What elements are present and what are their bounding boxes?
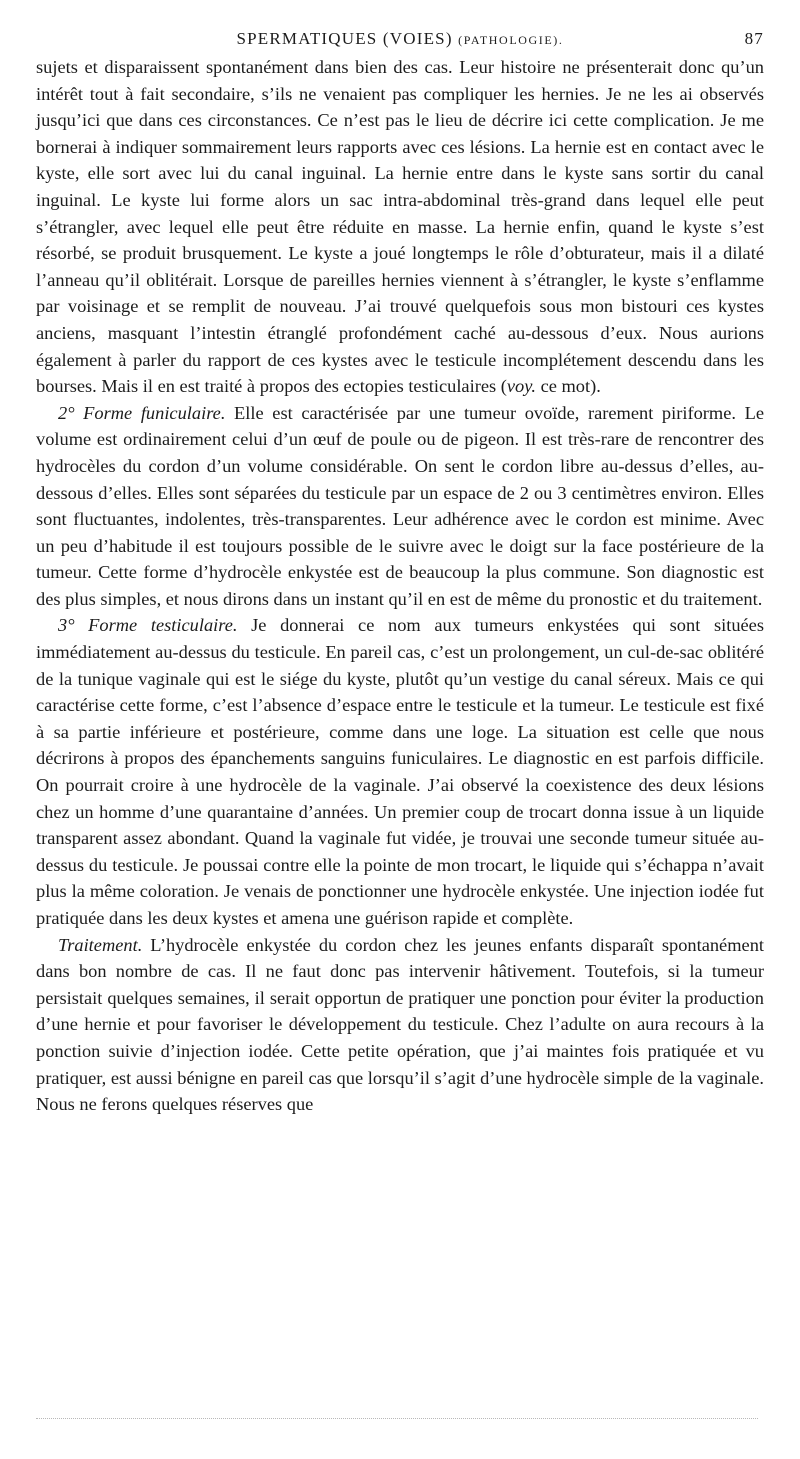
running-title bbox=[36, 24, 764, 55]
section-heading: Traitement. bbox=[58, 934, 143, 955]
paragraph-forme-funiculaire bbox=[36, 400, 764, 613]
paragraph-continuation bbox=[36, 54, 764, 400]
paragraph-text: L’hydrocèle enkystée du cordon chez les jeunes enfants disparaît spontanément dans bon nombre de cas. Il ne faut donc pas intervenir hâtivement. Toutefois, si la tumeur persistait quelques semaines, il serait opportun de pratiquer une ponction pour éviter la production d’une hernie et pour favoriser le développement du testicule. Chez l’adulte on aura recours à la ponction suivie d’injection iodée. Cette petite opération, que j’ai maintes fois pratiquée et vu pratiquer, est aussi bénigne en pareil cas que lorsqu’il s’agit d’une hydrocèle simple de la vaginale. Nous ne ferons quelques réserves que bbox=[36, 934, 765, 1115]
paragraph-text: Je donnerai ce nom aux tumeurs enkystées qui sont situées immédiatement au-dessus du testicule. En pareil cas, c’est un prolongement, un cul-de-sac oblitéré de la tunique vaginale qui est le siége du kyste, plutôt qu’un vestige du canal séreux. Mais ce qui caractérise cette forme, c’est l’absence d’espace entre le testicule et la tumeur. Le testicule est fixé à sa partie inférieure et postérieure, comme dans une loge. La situation est celle que nous décrirons à propos des épanchements sanguins funiculaires. Le diagnostic en est parfois difficile. On pourrait croire à une hydrocèle de la vaginale. J’ai observé la coexistence des deux lésions chez un homme d’une quarantaine d’années. Un premier coup de trocart donna issue à un liquide transparent assez abondant. Quand la vaginale fut vidée, je trouvai une seconde tumeur située au-dessus du testicule. Je poussai contre elle la pointe de mon trocart, le liquide qui s’échappa n’avait plus la même coloration. Je venais de ponctionner une hydrocèle enkystée. Une injection iodée fut pratiquée dans les deux kystes et amena une guérison rapide et complète. bbox=[36, 615, 764, 928]
running-title-main: SPERMATIQUES (VOIES) bbox=[236, 29, 453, 48]
body-text bbox=[36, 54, 764, 1118]
paragraph-forme-testiculaire bbox=[36, 612, 764, 931]
section-heading: 3° Forme testiculaire. bbox=[58, 615, 238, 636]
paragraph-text: Elle est caractérisée par une tumeur ovoïde, rarement piriforme. Le volume est ordinairement celui d’un œuf de poule ou de pigeon. Il est très-rare de rencontrer des hydrocèles du cordon d’un volume considérable. On sent le cordon libre au-dessus d’elles, au-dessous d’elles. Elles sont séparées du testicule par un espace de 2 ou 3 centimètres environ. Elles sont fluctuantes, indolentes, très-transparentes. Leur adhérence avec le cordon est minime. Avec un peu d’habitude il est toujours possible de le suivre avec le doigt sur la face postérieure de la tumeur. Cette forme d’hydrocèle enkystée est de beaucoup la plus commune. Son diagnostic est des plus simples, et nous dirons dans un instant qu’il en est de même du pronostic et du traitement. bbox=[36, 402, 764, 609]
paragraph-traitement bbox=[36, 932, 764, 1118]
page-number: 87 bbox=[744, 29, 764, 48]
bottom-bleed-rule bbox=[36, 1418, 758, 1419]
paragraph-text: sujets et disparaissent spontanément dans bien des cas. Leur histoire ne présenterait donc qu’un intérêt tout à fait secondaire, s’ils ne venaient pas compliquer les hernies. Je ne les ai observés jusqu’ici que dans ces circonstances. Ce n’est pas le lieu de décrire ici cette complication. Je me bornerai à indiquer sommairement leurs rapports avec ces lésions. La hernie est en contact avec le kyste, elle sort avec lui du canal inguinal. La hernie entre dans le kyste sans sortir du canal inguinal. Le kyste lui forme alors un sac intra-abdominal très-grand dans lequel elle peut s’étrangler, avec lequel elle peut être réduite en masse. La hernie enfin, quand le kyste s’est résorbé, se produit brusquement. Le kyste a joué longtemps le rôle d’obturateur, mais il a dilaté l’anneau qu’il oblitérait. Lorsque de pareilles hernies viennent à s’étrangler, le kyste s’enflamme par voisinage et se remplit de nouveau. J’ai trouvé quelquefois sous mon bistouri ces kystes anciens, masquant l’intestin étranglé profondément caché au-dessous d’eux. Nous aurions également à parler du rapport de ces kystes avec le testicule incomplétement descendu dans les bourses. Mais il en est traité à propos des ectopies testiculaires ( bbox=[36, 57, 764, 397]
paragraph-tail: ce mot). bbox=[535, 376, 601, 397]
reference-abbrev: voy. bbox=[506, 376, 536, 397]
page bbox=[36, 24, 764, 1118]
running-head bbox=[36, 24, 764, 54]
running-title-sub: (PATHOLOGIE). bbox=[458, 33, 564, 47]
section-heading: 2° Forme funiculaire. bbox=[58, 402, 226, 423]
